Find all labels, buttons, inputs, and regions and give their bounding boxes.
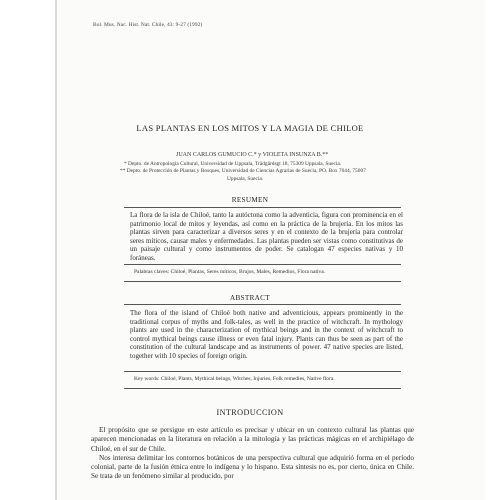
resumen-heading: RESUMEN (231, 196, 269, 204)
introduccion-body (91, 426, 414, 482)
abstract-top-rule (124, 304, 401, 305)
affiliation-2: ** Depto. de Protección de Plantas y Bosques, Universidad de Ciencias Agrarias de Suecia, PO. Box 7044, 75007 (120, 168, 366, 174)
article-title: LAS PLANTAS EN LOS MITOS Y LA MAGIA DE CHILOE (136, 123, 364, 133)
affiliation-2-cont: Uppsala, Suecia. (227, 176, 264, 182)
resumen-text: La flora de la isla de Chiloé, tanto la autóctona como la adventicia, figura con prominencia en el patrimonio local de mitos y leyendas, así como en la práctica de la brujería. En los mitos las plantas sirven para caracterizar a diversos seres y en el contexto de la brujería para controlar seres míticos, causar males y enfermedades. Las plantas pueden ser vistas como constitutivas de un paisaje cultural y como instrumentos de poder. Se catalogan 47 especies nativas y 10 foráneas. (130, 211, 403, 262)
resumen-top-rule (124, 207, 401, 208)
introduccion-heading: INTRODUCCION (216, 408, 284, 417)
resumen-keywords: Palabras claves: Chiloé, Plantas, Seres míticos, Brujos, Males, Remedios, Flora nativa. (134, 269, 326, 275)
abstract-text: The flora of the island of Chiloé both native and adventicious, appears prominently in the traditional corpus of myths and folk-tales, as well in the practice of witchcraft. In mythology plants are used in the characterization of mythical beings and in the context of witchcraft to control mythical beings cause illness or even fatal injury. Plants can thus be seen as part of the constitution of the cultural landscape and as instruments of power. 47 native species are listed, together with 10 species of foreign origin. (130, 309, 403, 360)
abstract-keywords: Key words: Chiloé, Plants, Mythical beings, Witches, Injuries, Folk remedies, Native flora. (134, 376, 335, 382)
resumen-mid-rule (124, 264, 401, 265)
resumen-bottom-rule (124, 281, 401, 282)
introduccion-paragraph-2: Nos interesa delimitar los contornos botánicos de una perspectiva cultural que adquirió forma en el período colonial, parte de la fusión étnica entre lo indígena y lo hispano. Esta síntesis no es, por cierto, única en Chile. Se trata de un fenómeno similar al producido, por (91, 453, 414, 481)
authors: JUAN CARLOS GUMUCIO C.* y VIOLETA INSUNZA B.** (176, 152, 329, 158)
abstract-mid-rule (124, 371, 401, 372)
abstract-heading: ABSTRACT (230, 294, 270, 302)
affiliation-1: * Depto. de Antropología Cultural, Universidad de Uppsala, Trädgårdsgt 18, 75309 Uppsala, Suecia. (124, 161, 342, 167)
journal-citation: Bol. Mus. Nac. Hist. Nat. Chile, 43: 9-27 (1992) (93, 22, 203, 28)
introduccion-paragraph-1: El propósito que se persigue en este artículo es precisar y ubicar en un contexto cultural las plantas que aparecen mencionadas en la literatura en relación a la mitología y las prácticas mágicas en el archipiélago de Chiloé, en el sur de Chile. (91, 426, 414, 453)
abstract-bottom-rule (124, 388, 401, 389)
